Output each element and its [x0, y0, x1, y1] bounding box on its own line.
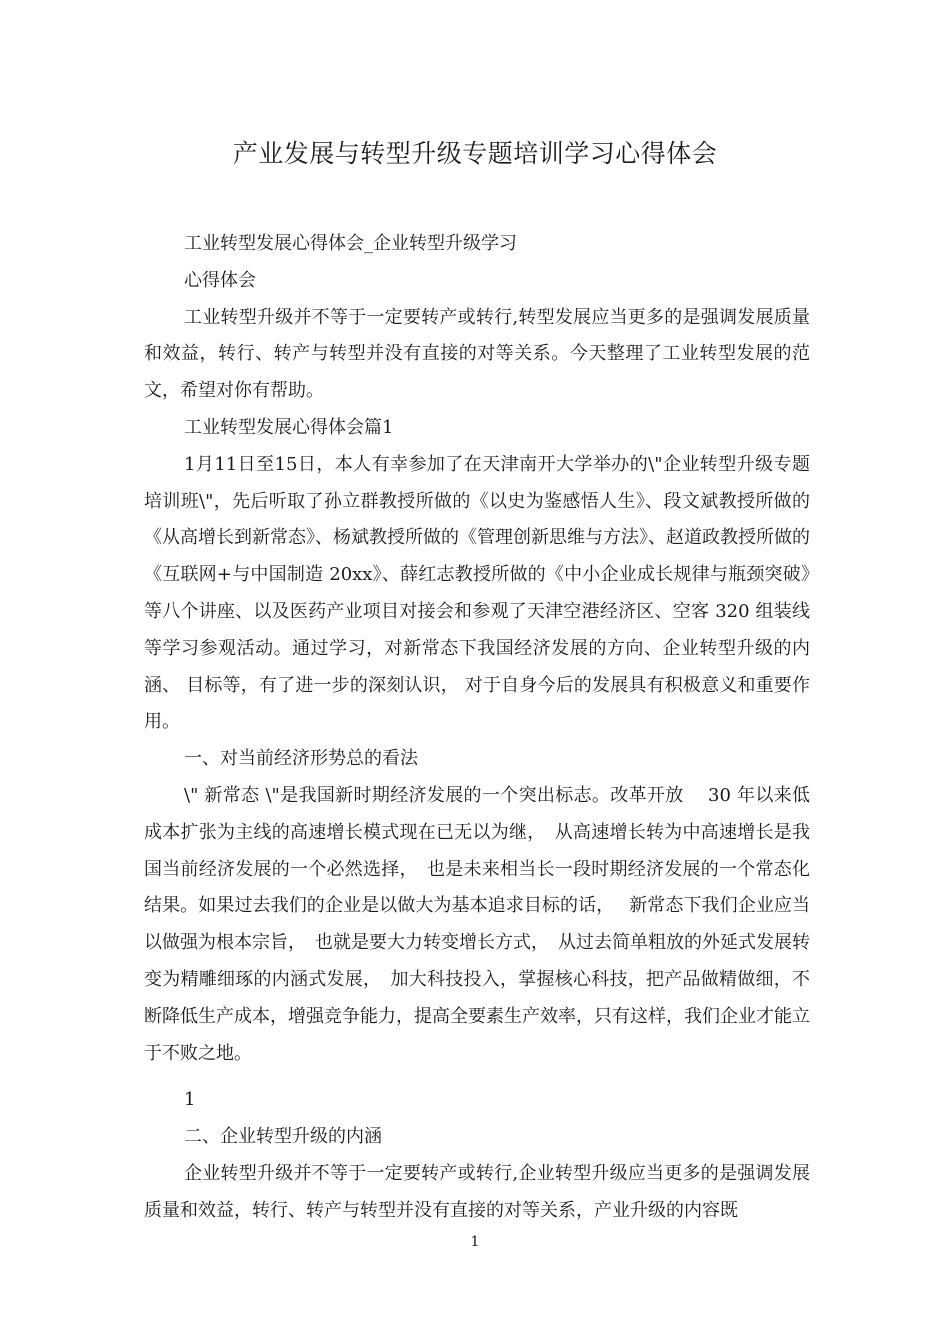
section-heading-part-1: 工业转型发展心得体会篇1	[184, 416, 394, 438]
section-heading-economic-situation: 一、对当前经济形势总的看法	[184, 748, 418, 770]
inline-page-marker: 1	[184, 1089, 196, 1111]
intro-paragraph: 工业转型升级并不等于一定要转产或转行,转型发展应当更多的是强调发展质量和效益，转行、转产与转型并没有直接的对等关系。今天整理了工业转型发展的范文，希望对你有帮助。	[144, 306, 810, 402]
document-body	[144, 226, 810, 1230]
new-normal-paragraph: \" 新常态 \"是我国新时期经济发展的一个突出标志。改革开放 30 年以来低成本扩张为主线的高速增长模式现在已无以为继， 从高速增长转为中高速增长是我国当前经济发展的一个必然选择， 也是未来相当长一段时期经济发展的一个常态化结果。如果过去我们的企业是以做大为基本追求目标的话， 新常态下我们企业应当以做强为根本宗旨， 也就是要大力转变增长方式， 从过去简单粗放的外延式发展转变为精雕细琢的内涵式发展， 加大科技投入，掌握核心科技，把产品做精做细，不断降低生产成本，增强竞争能力，提高全要素生产效率，只有这样，我们企业才能立于不败之地。	[144, 784, 810, 1064]
page-number: 1	[470, 1234, 480, 1250]
document-title: 产业发展与转型升级专题培训学习心得体会	[232, 139, 718, 168]
subtitle-line-1: 工业转型发展心得体会_企业转型升级学习	[184, 233, 517, 254]
subtitle-line-2: 心得体会	[184, 269, 256, 291]
section-heading-upgrade-meaning: 二、企业转型升级的内涵	[184, 1126, 382, 1148]
training-paragraph: 1月11日至15日，本人有幸参加了在天津南开大学举办的\"企业转型升级专题培训班\"，先后听取了孙立群教授所做的《以史为鉴感悟人生》、段文斌教授所做的《从高增长到新常态》、杨斌教授所做的《管理创新思维与方法》、赵道政教授所做的《互联网+与中国制造 20xx》、薛红志教授所做的《中小企业成长规律与瓶颈突破》等八个讲座、以及医药产业项目对接会和参观了天津空港经济区、空客 320 组装线等学习参观活动。通过学习，对新常态下我国经济发展的方向、企业转型升级的内涵、 目标等，有了进一步的深刻认识， 对于自身今后的发展具有积极意义和重要作用。	[144, 453, 810, 733]
upgrade-meaning-paragraph: 企业转型升级并不等于一定要转产或转行,企业转型升级应当更多的是强调发展质量和效益，转行、转产与转型并没有直接的对等关系，产业升级的内容既	[144, 1162, 810, 1221]
